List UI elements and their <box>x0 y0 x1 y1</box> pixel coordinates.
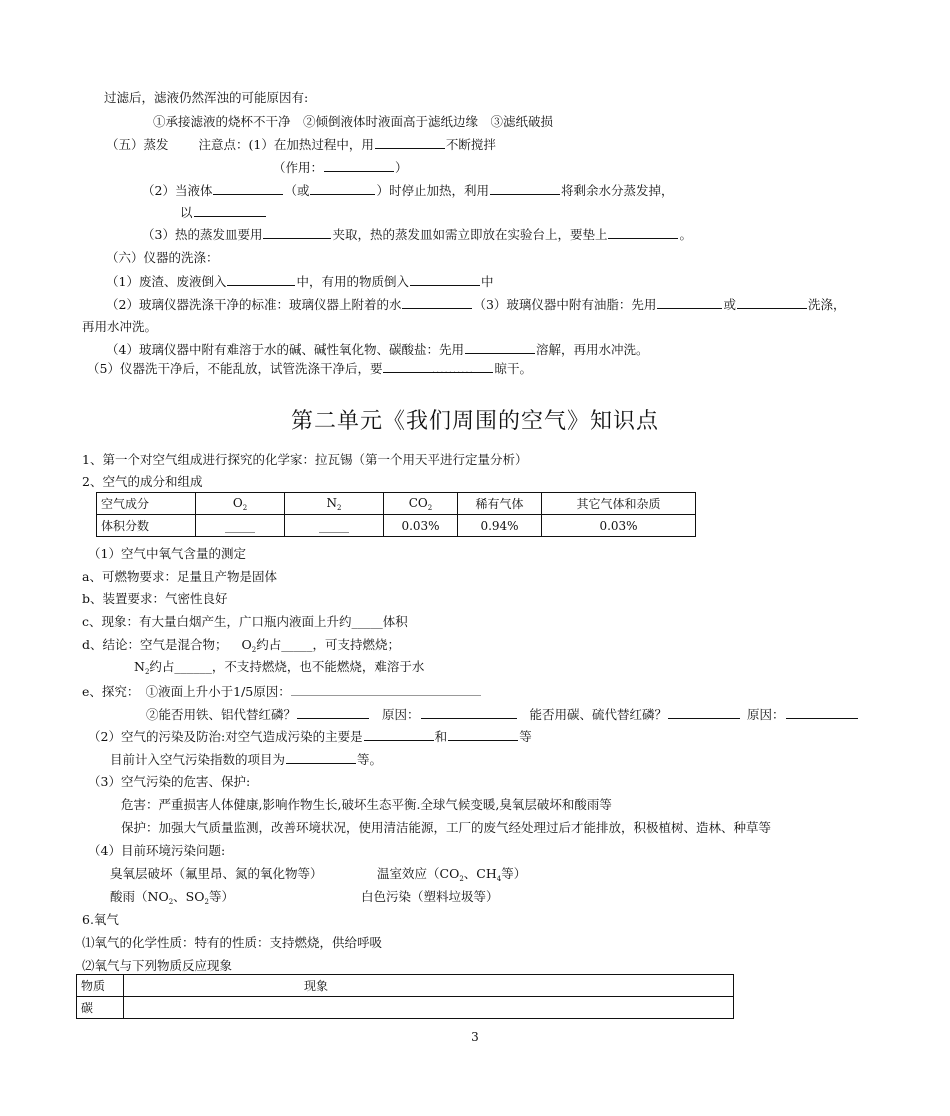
table-cell: _____ <box>285 515 384 537</box>
text-line: （六）仪器的洗涤： <box>106 250 219 265</box>
table-cell: $O_2$ <box>196 493 285 515</box>
text-line: 2、空气的成分和组成 <box>82 474 203 489</box>
text-line: ①承接滤液的烧杯不干净 ②倾倒液体时液面高于滤纸边缘 ③滤纸破损 <box>153 114 554 129</box>
text-line: （五）蒸发 注意点：(1）在加热过程中，用 不断搅拌 <box>106 137 496 152</box>
emphasis-dots: ·········· <box>432 368 474 379</box>
table-cell: $N_2$ <box>285 493 384 515</box>
text-line: 温室效应（$CO_2$、$CH_4$等） <box>377 866 527 883</box>
table-row <box>77 997 734 1019</box>
air-composition-table <box>96 492 696 537</box>
page-number: 3 <box>471 1030 479 1044</box>
text-line: （1）空气中氧气含量的测定 <box>88 546 246 561</box>
text-line: e、探究： ①液面上升小于1/5原因： <box>82 683 481 700</box>
text-line: d、结论：空气是混合物； $O_2$约占_____，可支持燃烧； <box>82 637 400 654</box>
text-line: （4）玻璃仪器中附有难溶于水的碱、碱性氧化物、碳酸盐：先用 溶解，再用水冲洗。 <box>106 342 649 357</box>
table-cell: 现象 <box>124 975 734 997</box>
text-line: （3）热的蒸发皿要用 夹取，热的蒸发皿如需立即放在实验台上，要垫上 。 <box>142 227 692 242</box>
text-line: 过滤后，滤液仍然浑浊的可能原因有: <box>104 90 309 105</box>
text-line: 酸雨（$NO_2$、$SO_2$等） <box>110 889 234 906</box>
table-cell: 物质 <box>77 975 124 997</box>
text-line: 保护：加强大气质量监测，改善环境状况，使用清洁能源，工厂的废气经处理过后才能排放，积极植树、造林、种草等 <box>121 820 772 835</box>
table-cell: 其它气体和杂质 <box>542 493 696 515</box>
table-cell: 0.03% <box>384 515 458 537</box>
text-line: （3）空气污染的危害、保护: <box>88 774 251 789</box>
text-line: b、装置要求：气密性良好 <box>82 591 228 606</box>
text-line: ⑴氧气的化学性质：特有的性质：支持燃烧，供给呼吸 <box>82 935 383 950</box>
text-line: ②能否用铁、铝代替红磷？ 原因： 能否用碳、硫代替红磷？ 原因： <box>146 706 859 723</box>
section-title: 第二单元《我们周围的空气》知识点 <box>290 409 659 434</box>
text-line: 白色污染（塑料垃圾等） <box>361 889 499 904</box>
text-line: 目前计入空气污染指数的项目为 等。 <box>110 752 383 767</box>
text-line: （2）当液体 （或 ）时停止加热，利用 将剩余水分蒸发掉， <box>142 183 674 198</box>
table-row <box>77 975 734 997</box>
text-line: 再用水冲洗。 <box>82 319 158 334</box>
text-line: （1）废渣、废液倒入 中，有用的物质倒入 中 <box>106 274 494 289</box>
oxygen-reaction-table <box>76 974 734 1019</box>
text-line: $N_2$约占______，不支持燃烧，也不能燃烧，难溶于水 <box>134 659 425 676</box>
table-cell: 0.94% <box>458 515 542 537</box>
text-line: （2）空气的污染及防治:对空气造成污染的主要是 和 等 <box>88 729 532 744</box>
table-cell: 0.03% <box>542 515 696 537</box>
text-line: 1、第一个对空气组成进行探究的化学家：拉瓦锡（第一个用天平进行定量分析） <box>82 452 528 467</box>
text-line: 以 <box>180 204 267 221</box>
text-line: c、现象：有大量白烟产生，广口瓶内液面上升约_____体积 <box>82 614 408 629</box>
text-line: a、可燃物要求：足量且产物是固体 <box>82 569 277 584</box>
text-line: （5）仪器洗干净后，不能乱放，试管洗涤干净后，要 晾干。 <box>87 361 532 376</box>
table-cell: 体积分数 <box>97 515 196 537</box>
table-cell: _____ <box>196 515 285 537</box>
text-line: （作用： ） <box>273 160 408 175</box>
text-line: 臭氧层破坏（氟里昂、氮的氧化物等） <box>110 866 323 881</box>
text-line: （4）目前环境污染问题: <box>88 843 226 858</box>
text-line: 6.氧气 <box>82 912 119 927</box>
table-row <box>97 493 696 515</box>
table-row <box>97 515 696 537</box>
text-line: 危害：严重损害人体健康,影响作物生长,破坏生态平衡.全球气候变暖,臭氧层破坏和酸雨等 <box>121 797 612 812</box>
table-cell: 碳 <box>77 997 124 1019</box>
table-cell: $CO_2$ <box>384 493 458 515</box>
table-cell: 空气成分 <box>97 493 196 515</box>
text-line: ⑵氧气与下列物质反应现象 <box>82 958 233 973</box>
table-cell: 稀有气体 <box>458 493 542 515</box>
table-cell <box>124 997 734 1019</box>
text-line: （2）玻璃仪器洗涤干净的标准：玻璃仪器上附着的水 （3）玻璃仪器中附有油脂：先用 或 洗涤， <box>106 297 846 312</box>
